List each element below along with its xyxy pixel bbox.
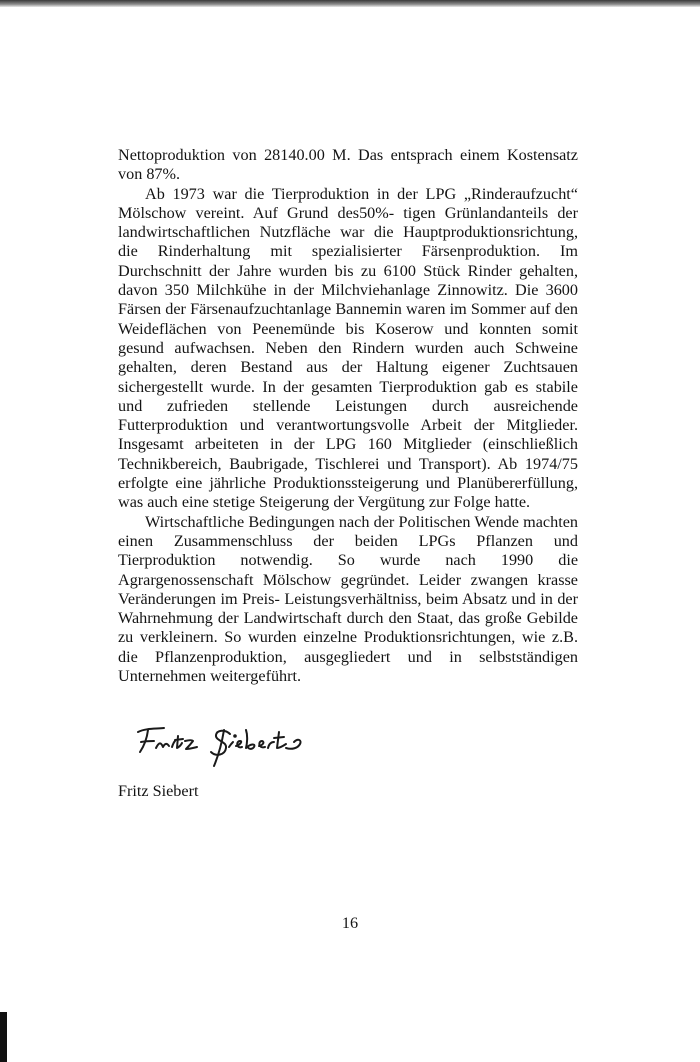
body-text <box>118 146 578 686</box>
paragraph-1: Nettoproduktion von 28140.00 M. Das entsprach einem Kostensatz von 87%. <box>118 146 578 184</box>
page-number: 16 <box>341 914 359 932</box>
paragraph-3: Wirtschaftliche Bedingungen nach der Politischen Wende machten einen Zusammenschluss der beiden LPGs Pflanzen und Tierproduktion notwendig. So wurde nach 1990 die Agrargenossenschaft Mölschow gegründet. Leider zwangen krasse Veränderungen im Preis- Leistungsverhältniss, beim Absatz und in der Wahrnehmung der Landwirtschaft durch den Staat, das große Gebilde zu verkleinern. So wurden einzelne Produktionsrichtungen, wie z.B. die Pflanzenproduktion, ausgegliedert und in selbstständigen Unternehmen weitergeführt. <box>118 512 578 686</box>
paragraph-2: Ab 1973 war die Tierproduktion in der LPG „Rinderaufzucht“ Mölschow vereint. Auf Grund des50%- tigen Grünlandanteils der landwirtschaftlichen Nutzfläche war die Hauptproduktionsrichtung, die Rinderhaltung mit spezialisierter Färsenproduktion. Im Durchschnitt der Jahre wurden bis zu 6100 Stück Rinder gehalten, davon 350 Milchkühe in der Milchviehanlage Zinnowitz. Die 3600 Färsen der Färsenaufzuchtanlage Bannemin waren im Sommer auf den Weideflächen von Peenemünde bis Koserow und konnten somit gesund aufwachsen. Neben den Rindern wurden auch Schweine gehalten, deren Bestand aus der Haltung eigener Zuchtsauen sichergestellt wurde. In der gesamten Tierproduktion gab es stabile und zufrieden stellende Leistungen durch ausreichende Futterproduktion und verantwortungsvolle Arbeit der Mitglieder. Insgesamt arbeiteten in der LPG 160 Mitglieder (einschließlich Technikbereich, Baubrigade, Tischlerei und Transport). Ab 1974/75 erfolgte eine jährliche Produktionssteigerung und Planübererfüllung, was auch eine stetige Steigerung der Vergütung zur Folge hatte. <box>118 184 578 512</box>
signature-drawing <box>132 714 322 768</box>
page-edge-mark <box>0 1012 7 1062</box>
page-top-edge <box>0 0 700 7</box>
author-name: Fritz Siebert <box>118 782 199 800</box>
handwritten-signature <box>132 714 322 768</box>
